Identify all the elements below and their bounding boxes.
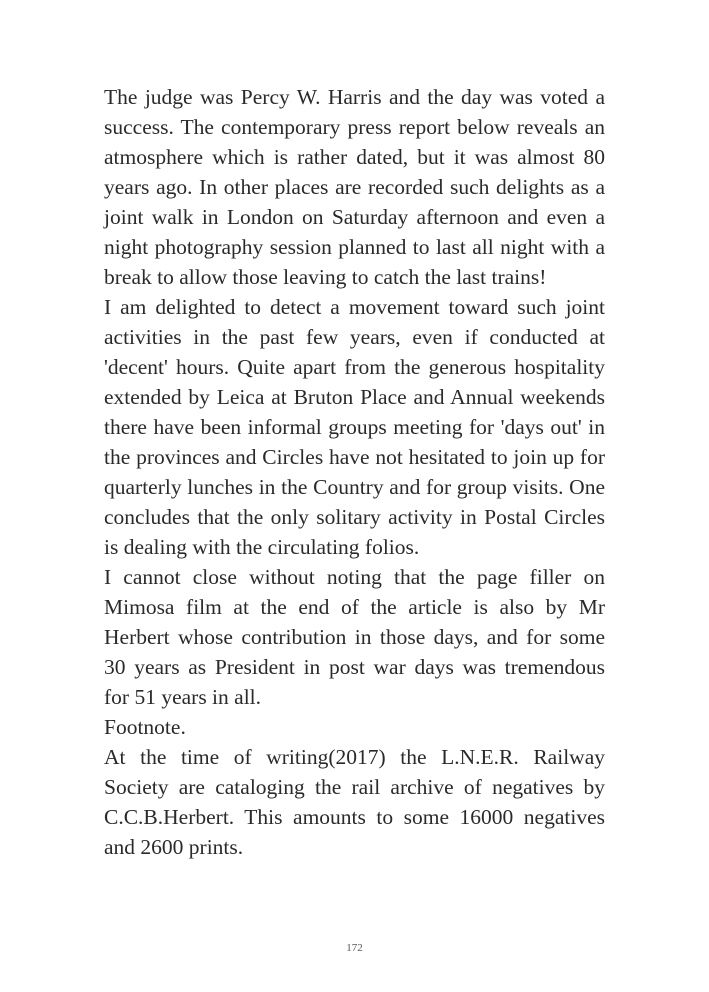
footnote-text: At the time of writing(2017) the L.N.E.R. Railway Society are cataloging the rail archive of negatives by C.C.B.Herbert. This amounts to some 16000 negatives and 2600 prints.: [104, 745, 605, 859]
paragraph-closing: I cannot close without noting that the page filler on Mimosa film at the end of the article is also by Mr Herbert whose contribution in those days, and for some 30 years as President in post war days was tremendous for 51 years in all.: [104, 565, 605, 709]
page-number: 172: [346, 942, 363, 954]
paragraph-joint-activities: I am delighted to detect a movement toward such joint activities in the past few years, even if conducted at 'decent' hours. Quite apart from the generous hospitality extended by Leica at Bruton Place and Annual weekends there have been informal groups meeting for 'days out' in the provinces and Circles have not hesitated to join up for quarterly lunches in the Country and for group visits. One concludes that the only solitary activity in Postal Circles is dealing with the circulating folios.: [104, 295, 605, 559]
body-text: [104, 82, 605, 862]
footnote-heading: Footnote.: [104, 715, 186, 739]
paragraph-judge: The judge was Percy W. Harris and the day was voted a success. The contemporary press report below reveals an atmosphere which is rather dated, but it was almost 80 years ago. In other places are recorded such delights as a joint walk in London on Saturday afternoon and even a night photography session planned to last all night with a break to allow those leaving to catch the last trains!: [104, 85, 605, 289]
